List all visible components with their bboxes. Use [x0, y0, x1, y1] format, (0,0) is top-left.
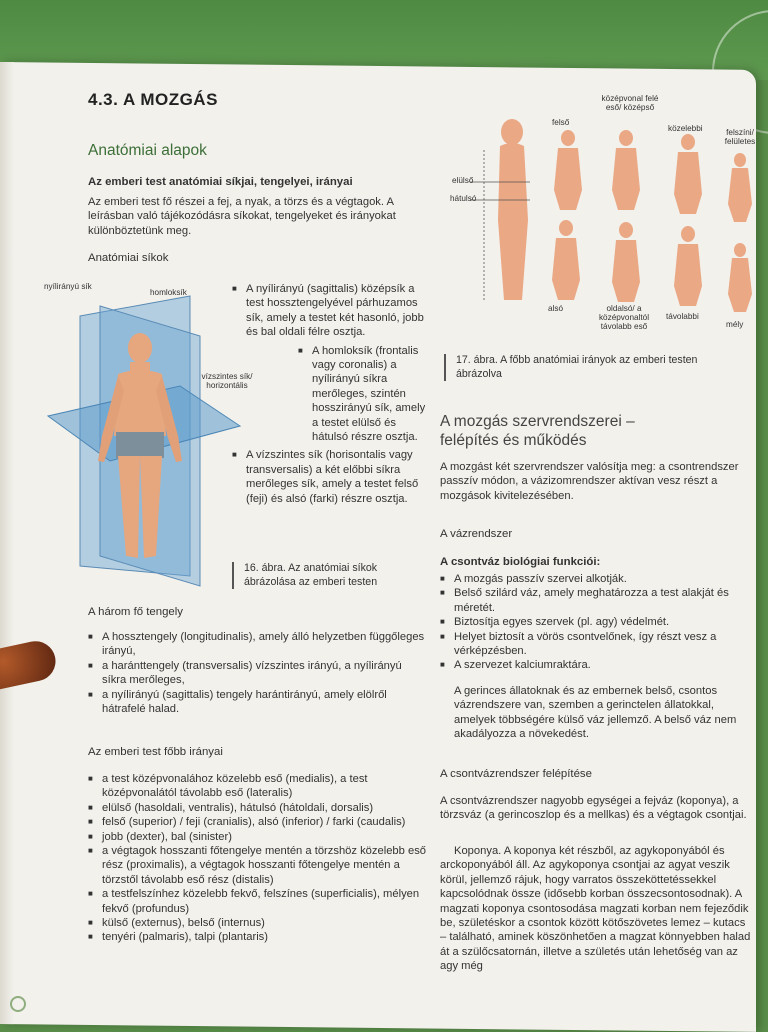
direction-item: ■ a végtagok hosszanti főtengelye mentén a törzshöz közelebb eső rész (proximalis), a végtagok hosszanti főtengelye mentén a törzstől távolabb eső rész (distalis) — [88, 844, 428, 887]
axis-item: ■ a nyílirányú (sagittalis) tengely harántirányú, amely elölről hátrafelé halad. — [88, 688, 428, 717]
plane-item-frontal: ■ A homloksík (frontalis vagy coronalis) a nyílirányú síkra merőleges, szintén hosszirányú sík, amely a testet elülső és hátulsó részre osztja. — [298, 344, 428, 445]
label-felszini: felszíni/ felületes — [724, 128, 756, 146]
figure-16-caption: 16. ábra. Az anatómiai síkok ábrázolása az emberi testen — [232, 562, 420, 589]
planes-list — [232, 282, 428, 506]
section-title: 4.3. A MOZGÁS — [88, 90, 218, 109]
label-tavolabbi: távolabbi — [666, 312, 699, 321]
bio-list — [440, 572, 752, 673]
axis-item: ■ a haránttengely (transversalis) vízszintes irányú, a nyílirányú síkra merőleges, — [88, 659, 428, 688]
bio-item: ■ A mozgás passzív szervei alkotják. — [440, 572, 752, 586]
gear-icon — [0, 990, 40, 1024]
label-felso: felső — [552, 118, 570, 127]
direction-item: ■ a test középvonalához közelebb eső (medialis), a test középvonalától távolabb eső (lateralis) — [88, 772, 428, 801]
label-oldalso: oldalsó/ a középvonaltól távolabb eső — [598, 304, 650, 331]
direction-item: ■ külső (externus), belső (internus) — [88, 916, 428, 930]
axes-heading: A három fő tengely — [88, 606, 183, 618]
direction-item: ■ elülső (hasoldali, ventralis), hátulsó (hátoldali, dorsalis) — [88, 801, 428, 815]
right-intro: A mozgást két szervrendszer valósítja meg: a csontrendszer passzív módon, a vázizomrendszer aktívan vesz részt a mozgások kivitelezésében. — [440, 461, 739, 502]
structure-paragraph-1: A csontvázrendszer nagyobb egységei a fejváz (koponya), a törzsváz (a gerincoszlop és a mellkas) és a végtagok csontjai. — [440, 795, 747, 822]
figure-16-planes — [40, 276, 248, 588]
direction-item: ■ felső (superior) / feji (cranialis), alsó (inferior) / farki (caudalis) — [88, 815, 428, 829]
figure-torso — [114, 370, 166, 436]
intro-paragraph: Az emberi test fő részei a fej, a nyak, a törzs és a végtagok. A leírásban való tájékozódásra síkokat, tengelyeket és irányokat különböztetünk meg. — [88, 196, 396, 237]
structure-paragraph-2: Koponya. A koponya két részből, az agykoponyából és arckoponyából áll. Az agykoponya csontjai az agyat veszik körül, jellemző rájuk, hogy varratos összeköttetéssekkel kapcsolódnak össze (idősebb korban összecsontosodnak). A magzati koponya csontosodása magzati korban nem fejeződik be, születéskor a csontok között kötőszövetes lemez – kutacs – található, aminek köszönhetően a magzat könnyebben halad át a szülőcsatornán, illetve a születés után lehetőség van az agy még — [440, 845, 751, 973]
structure-heading: A csontvázrendszer felépítése — [440, 768, 592, 780]
planes-heading: Anatómiai síkok — [88, 252, 169, 264]
direction-item: ■ tenyéri (palmaris), talpi (plantaris) — [88, 930, 428, 944]
left-subheading: Az emberi test anatómiai síkjai, tengelyei, irányai — [88, 176, 353, 188]
left-heading: Anatómiai alapok — [88, 142, 207, 159]
label-elulso: elülső — [452, 176, 474, 185]
figure-17-directions — [470, 110, 760, 320]
bio-item: ■ Helyet biztosít a vörös csontvelőnek, így részt vesz a vérképzésben. — [440, 630, 752, 659]
label-kozelebbi: közelebbi — [668, 124, 703, 133]
label-kozepso: középvonal felé eső/ középső — [601, 94, 659, 112]
plane-item-sagittal: ■ A nyílirányú (sagittalis) középsík a test hossztengelyével párhuzamos sík, amely a testet két hasonló, jobb és bal oldali félre osztja. — [232, 282, 428, 340]
label-mely: mély — [726, 320, 744, 329]
plane-item-horizontal: ■ A vízszintes sík (horisontalis vagy transversalis) a két előbbi síkra merőleges sík, amely a testet felső (feji) és alsó (farki) részre osztja. — [232, 448, 428, 506]
axis-item: ■ A hossztengely (longitudinalis), amely álló helyzetben függőleges irányú, — [88, 630, 428, 659]
label-also: alsó — [548, 304, 564, 313]
figure-head — [128, 333, 152, 363]
skeleton-heading: A vázrendszer — [440, 528, 513, 540]
bio-item: ■ Belső szilárd váz, amely meghatározza a test alakját és méretét. — [440, 586, 752, 615]
right-heading: A mozgás szervrendszerei – felépítés és működés — [440, 413, 635, 449]
bio-item: ■ A szervezet kalciumraktára. — [440, 658, 752, 672]
figure-shorts — [116, 432, 164, 458]
label-horizontal-plane: vízszintes sík/ horizontális — [201, 372, 253, 390]
bio-item: ■ Biztosítja egyes szervek (pl. agy) védelmét. — [440, 615, 752, 629]
bio-after-paragraph: A gerinces állatoknak és az embernek belső, csontos vázrendszere van, szemben a gerinctelen állatokkal, amelyek többségére külső váz jellemző. A belső váz nem akadályozza a növekedést. — [454, 685, 737, 741]
label-frontal-plane: homloksík — [150, 288, 187, 297]
bio-heading: A csontváz biológiai funkciói: — [440, 556, 601, 568]
directions-list — [88, 772, 428, 945]
axes-list — [88, 630, 428, 716]
direction-item: ■ jobb (dexter), bal (sinister) — [88, 830, 428, 844]
label-hatulso: hátulsó — [450, 194, 477, 203]
figure-17-caption: 17. ábra. A főbb anatómiai irányok az emberi testen ábrázolva — [444, 354, 742, 381]
direction-item: ■ a testfelszínhez közelebb fekvő, felszínes (superficialis), mélyen fekvő (profundus) — [88, 887, 428, 916]
directions-heading: Az emberi test főbb irányai — [88, 746, 223, 758]
label-sagittal-plane: nyílirányú sík — [44, 282, 92, 291]
